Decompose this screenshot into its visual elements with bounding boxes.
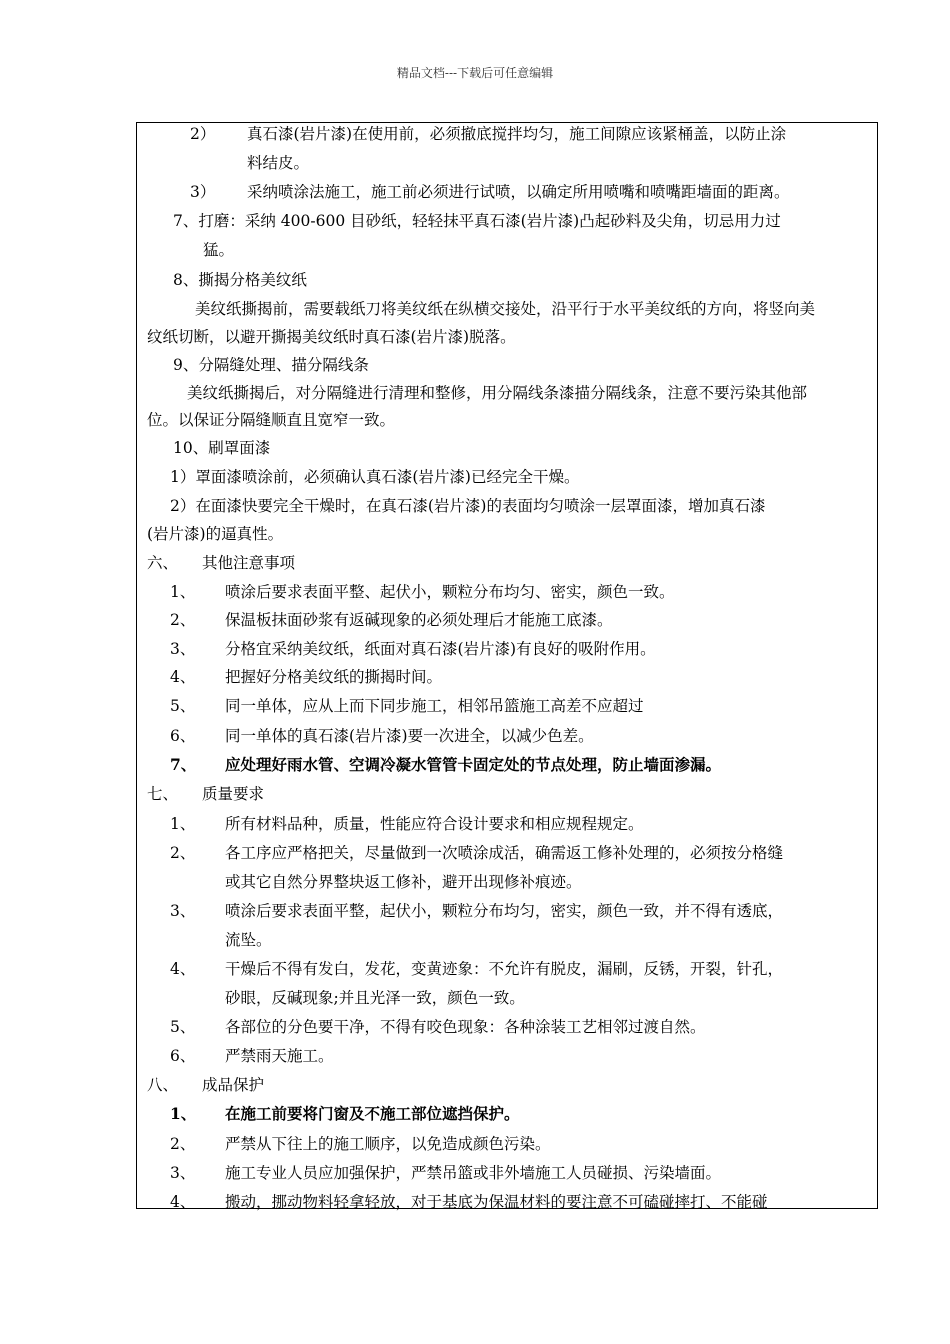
list-item-text: 严禁雨天施工。 [225, 1047, 334, 1065]
list-number: 6、 [170, 1047, 196, 1065]
text-line: 纹纸切断，以避开撕揭美纹纸时真石漆(岩片漆)脱落。 [147, 328, 516, 346]
list-item-text: 分格宜采纳美纹纸，纸面对真石漆(岩片漆)有良好的吸附作用。 [225, 640, 656, 658]
list-number: 6、 [170, 727, 196, 745]
list-item-text: 砂眼，反碱现象;并且光泽一致，颜色一致。 [225, 989, 525, 1007]
list-number: 5、 [170, 1018, 196, 1036]
list-item-text-bold: 应处理好雨水管、空调冷凝水管管卡固定处的节点处理，防止墙面渗漏。 [225, 755, 722, 774]
list-item-text: 干燥后不得有发白，发花，变黄迹象：不允许有脱皮，漏刷，反锈，开裂，针孔， [225, 960, 784, 978]
list-item-text: 喷涂后要求表面平整、起伏小，颗粒分布均匀、密实，颜色一致。 [225, 583, 675, 601]
list-number: 3、 [170, 1164, 196, 1182]
section-number: 七、 [147, 785, 179, 803]
step-heading: 10、刷罩面漆 [173, 439, 271, 457]
list-item-text: 严禁从下往上的施工顺序，以免造成颜色污染。 [225, 1135, 551, 1153]
step-heading: 8、撕揭分格美纹纸 [173, 271, 307, 289]
section-number: 六、 [147, 554, 179, 572]
step-heading: 9、分隔缝处理、描分隔线条 [173, 356, 369, 374]
section-title: 质量要求 [202, 785, 265, 803]
text-line: 采纳喷涂法施工，施工前必须进行试喷，以确定所用喷嘴和喷嘴距墙面的距离。 [247, 183, 790, 201]
list-item-text: 流坠。 [225, 931, 272, 949]
list-item-text: 施工专业人员应加强保护，严禁吊篮或非外墙施工人员碰损、污染墙面。 [225, 1164, 722, 1182]
list-item-text: 同一单体，应从上而下同步施工，相邻吊篮施工高差不应超过 [225, 697, 644, 715]
list-item-text: 保温板抹面砂浆有返碱现象的必须处理后才能施工底漆。 [225, 611, 613, 629]
list-number: 3） [190, 183, 216, 201]
list-number: 5、 [170, 697, 196, 715]
text-line: 真石漆(岩片漆)在使用前，必须撤底搅拌均匀，施工间隙应该紧桶盖，以防止涂 [247, 125, 787, 143]
text-line: 位。以保证分隔缝顺直且宽窄一致。 [147, 411, 396, 429]
text-line: 料结皮。 [247, 154, 310, 172]
list-number: 4、 [170, 1193, 196, 1211]
list-number: 2、 [170, 844, 196, 862]
list-number: 1、 [170, 815, 196, 833]
list-item-text: 各部位的分色要干净，不得有咬色现象：各种涂装工艺相邻过渡自然。 [225, 1018, 706, 1036]
list-item-text: 把握好分格美纹纸的撕揭时间。 [225, 668, 443, 686]
list-item-text: 搬动，挪动物料轻拿轻放，对于基底为保温材料的要注意不可磕碰摔打、不能碰 [225, 1193, 768, 1211]
list-item-text: 同一单体的真石漆(岩片漆)要一次进全，以减少色差。 [225, 727, 594, 745]
list-number: 3、 [170, 902, 196, 920]
page-header: 精品文档---下载后可任意编辑 [396, 66, 554, 80]
list-item-text-bold: 在施工前要将门窗及不施工部位遮挡保护。 [225, 1104, 520, 1123]
text-line: 1）罩面漆喷涂前，必须确认真石漆(岩片漆)已经完全干燥。 [170, 468, 580, 486]
list-number: 4、 [170, 960, 196, 978]
section-title: 其他注意事项 [202, 554, 296, 572]
list-number: 1、 [170, 1104, 197, 1123]
section-title: 成品保护 [202, 1076, 265, 1094]
list-number: 7、 [170, 755, 197, 774]
section-number: 八、 [147, 1076, 179, 1094]
list-item-text: 各工序应严格把关，尽量做到一次喷涂成活，确需返工修补处理的，必须按分格缝 [225, 844, 784, 862]
text-line: (岩片漆)的逼真性。 [147, 525, 284, 543]
list-number: 1、 [170, 583, 196, 601]
text-line: 2）在面漆快要完全干燥时，在真石漆(岩片漆)的表面均匀喷涂一层罩面漆，增加真石漆 [170, 497, 766, 515]
list-number: 2、 [170, 1135, 196, 1153]
list-number: 3、 [170, 640, 196, 658]
list-item-text: 喷涂后要求表面平整，起伏小，颗粒分布均匀，密实，颜色一致，并不得有透底， [225, 902, 784, 920]
list-item-text: 所有材料品种，质量，性能应符合设计要求和相应规程规定。 [225, 815, 644, 833]
list-number: 2） [190, 125, 216, 143]
text-line: 猛。 [203, 241, 235, 259]
list-item-text: 或其它自然分界整块返工修补，避开出现修补痕迹。 [225, 873, 582, 891]
text-line: 美纹纸撕揭后，对分隔缝进行清理和整修，用分隔线条漆描分隔线条，注意不要污染其他部 [187, 384, 808, 402]
list-number: 2、 [170, 611, 196, 629]
step-heading: 7、打磨：采纳 400-600 目砂纸，轻轻抹平真石漆(岩片漆)凸起砂料及尖角，切忌用力过 [173, 212, 781, 230]
list-number: 4、 [170, 668, 196, 686]
text-line: 美纹纸撕揭前，需要载纸刀将美纹纸在纵横交接处，沿平行于水平美纹纸的方向，将竖向美 [195, 300, 816, 318]
